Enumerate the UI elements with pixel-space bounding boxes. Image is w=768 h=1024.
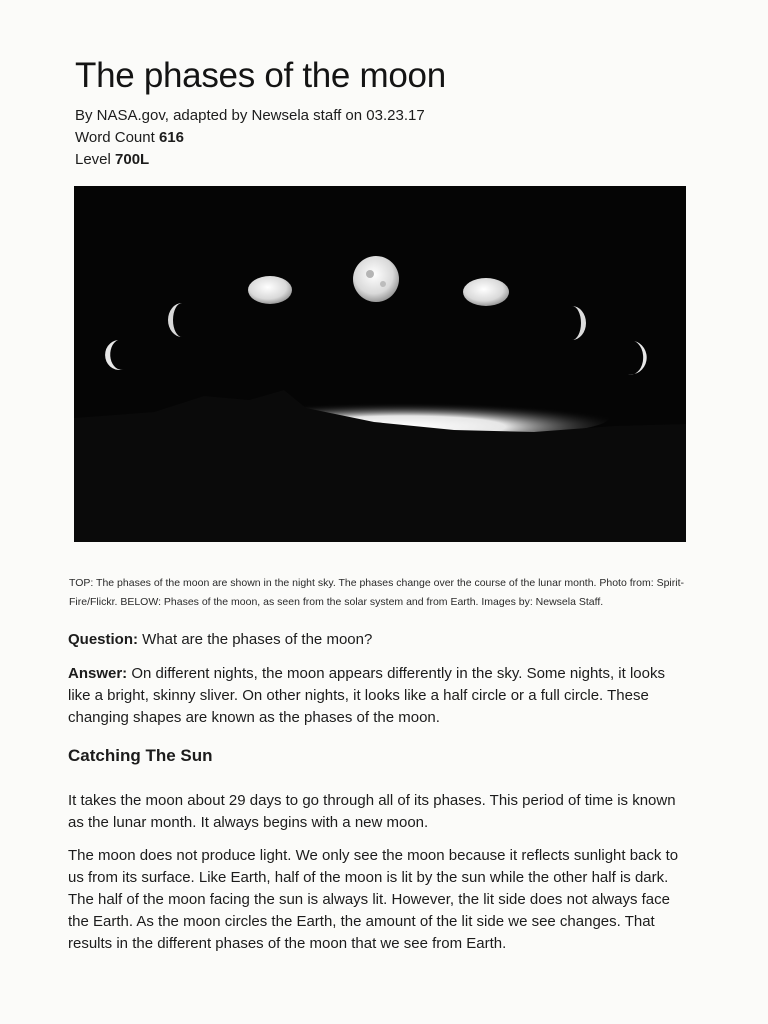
level-value: 700L: [115, 151, 150, 168]
paragraph: It takes the moon about 29 days to go through all of its phases. This period of time is known as the lunar month. It always begins with a new moon.: [68, 792, 676, 831]
answer: [68, 663, 688, 729]
paragraph: The moon does not produce light. We only see the moon because it reflects sunlight back to us from its surface. Like Earth, half of the moon is lit by the sun while the other half is dark. The half of the moon facing the sun is always lit. However, the lit side does not always face the Earth. As the moon circles the Earth, the amount of the lit side we see changes. That results in the different phases of the moon that we see from Earth.: [68, 847, 679, 952]
word-count-label: Word Count: [75, 129, 155, 146]
moon-waxing-gibbous: [248, 276, 292, 304]
answer-label: Answer:: [68, 665, 128, 682]
answer-text: On different nights, the moon appears differently in the sky. Some nights, it looks like a bright, skinny sliver. On other nights, it looks like a half circle or a full circle. These changing shapes are known as the phases of the moon.: [68, 665, 665, 726]
article-title: The phases of the moon: [75, 56, 446, 95]
moon-phases-photo: [74, 186, 686, 542]
moon-full: [353, 256, 399, 302]
word-count: [75, 127, 184, 149]
question: [68, 629, 688, 651]
section-heading: Catching The Sun: [68, 746, 213, 765]
level-label: Level: [75, 151, 111, 168]
moon-waning-gibbous: [463, 278, 509, 306]
photo-caption: TOP: The phases of the moon are shown in the night sky. The phases change over the course of the lunar month. Photo from: Spirit-Fire/Flickr. BELOW: Phases of the moon, as seen from the solar system and from Earth. Images by: Newsela Staff.: [69, 577, 684, 608]
byline: By NASA.gov, adapted by Newsela staff on 03.23.17: [75, 107, 425, 124]
question-text: What are the phases of the moon?: [138, 631, 373, 648]
question-label: Question:: [68, 631, 138, 648]
reading-level: [75, 149, 149, 171]
word-count-value: 616: [158, 129, 184, 146]
moon-phases-image: [74, 186, 686, 542]
